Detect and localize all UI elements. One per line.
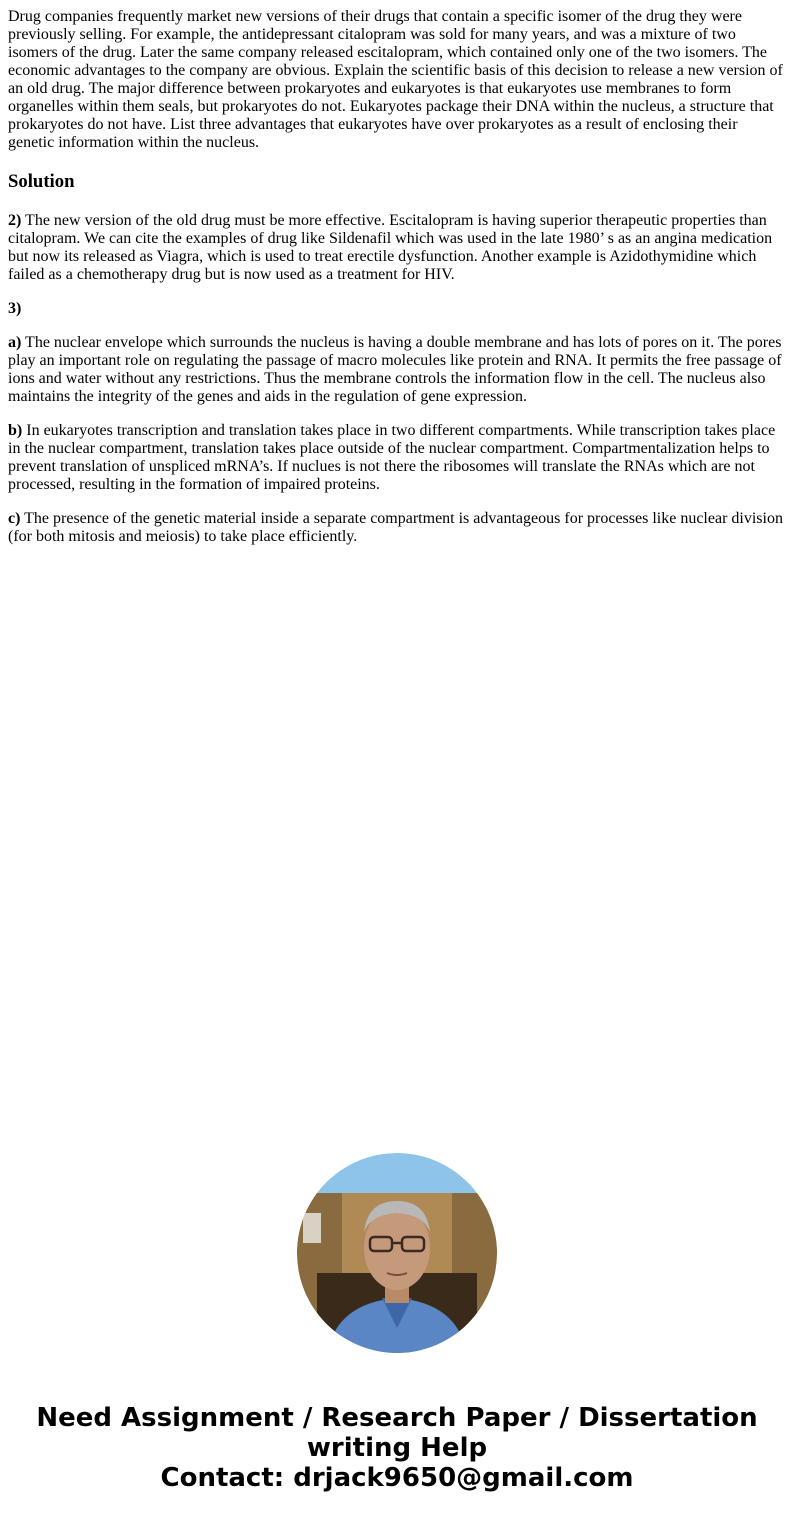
footer-contact-email[interactable]: Contact: drjack9650@gmail.com — [160, 1463, 634, 1493]
footer-line-1: Need Assignment / Research Paper / Dissertation — [36, 1403, 758, 1433]
answer-3b — [8, 422, 786, 494]
answer-3a — [8, 334, 786, 406]
answer-3c-text: The presence of the genetic material inside a separate compartment is advantageous for processes like nuclear division (for both mitosis and meiosis) to take place efficiently. — [8, 510, 783, 545]
question-text: Drug companies frequently market new versions of their drugs that contain a specific isomer of the drug they were previously selling. For example, the antidepressant citalopram was sold for many years, and was a mixture of two isomers of the drug. Later the same company released escitalopram, which contained only one of the two isomers. The economic advantages to the company are obvious. Explain the scientific basis of this decision to release a new version of an old drug. The major difference between prokaryotes and eukaryotes is that eukaryotes use membranes to form organelles within them seals, but prokaryotes do not. Eukaryotes package their DNA within the nucleus, a structure that prokaryotes do not have. List three advantages that eukaryotes have over prokaryotes as a result of enclosing their genetic information within the nucleus. — [8, 8, 783, 151]
answer-2-text: The new version of the old drug must be more effective. Escitalopram is having superior therapeutic properties than citalopram. We can cite the examples of drug like Sildenafil which was used in the late 1980’ s as an angina medication but now its released as Viagra, which is used to treat erectile dysfunction. Another example is Azidothymidine which failed as a chemotherapy drug but is now used as a treatment for HIV. — [8, 212, 773, 283]
solution-heading: Solution — [8, 171, 75, 192]
answer-3 — [8, 300, 786, 318]
document-body — [8, 8, 786, 562]
answer-3a-text: The nuclear envelope which surrounds the nucleus is having a double membrane and has lots of pores on it. The pores play an important role on regulating the passage of macro molecules like protein and RNA. It permits the free passage of ions and water without any restrictions. Thus the membrane controls the information flow in the cell. The nucleus also maintains the integrity of the genes and aids in the regulation of gene expression. — [8, 334, 782, 405]
avatar — [297, 1153, 497, 1353]
answer-2-label: 2) — [8, 212, 22, 229]
answer-3c — [8, 510, 786, 546]
answer-2 — [8, 212, 786, 284]
answer-3c-label: c) — [8, 510, 21, 527]
answer-3a-label: a) — [8, 334, 22, 351]
answer-3b-label: b) — [8, 422, 23, 439]
avatar-portrait-icon — [297, 1153, 497, 1353]
footer-line-2: writing Help — [306, 1433, 488, 1463]
contact-footer — [0, 1403, 794, 1493]
answer-3b-text: In eukaryotes transcription and translation takes place in two different compartments. While transcription takes place in the nuclear compartment, translation takes place outside of the nuclear compartment. Compartmentalization helps to prevent translation of unspliced mRNA’s. If nuclues is not there the ribosomes will translate the RNAs which are not processed, resulting in the formation of impaired proteins. — [8, 422, 776, 493]
answer-3-label: 3) — [8, 300, 22, 317]
